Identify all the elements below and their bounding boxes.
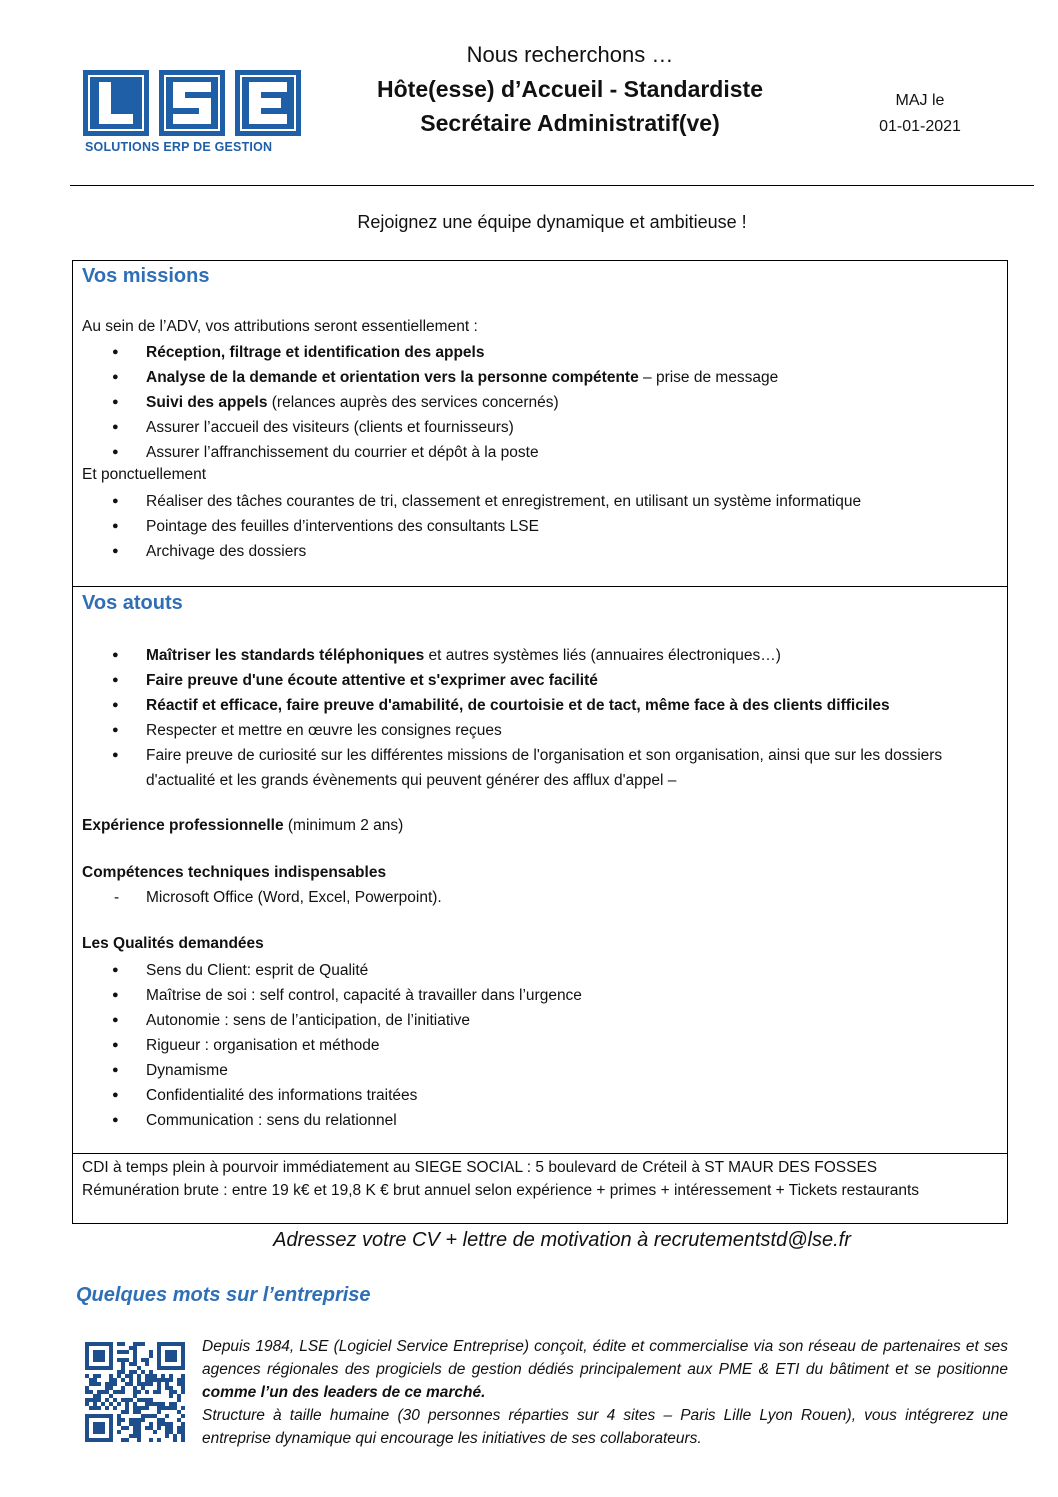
missions-sub-intro: Et ponctuellement [82,466,207,483]
company-paragraph-2: Structure à taille humaine (30 personnes réparties sur 4 sites – Paris Lille Lyon Rouen), vous intégrerez une entreprise dynamique qui encourage les initiatives de ses collaborateurs. [202,1407,1008,1447]
list-item: ● Archivage des dossiers [112,539,861,564]
list-item: ● Dynamisme [112,1058,582,1083]
company-heading: Quelques mots sur l’entreprise [76,1284,371,1306]
company-description [202,1335,1008,1450]
header-divider [70,185,1034,186]
update-date [860,88,980,140]
list-item: ● Faire preuve de curiosité sur les différentes missions de l'organisation et son organisation, ainsi que sur les dossiers d'actualité et les grands évènements qui peuvent générer des afflux d'appel – [112,743,1006,793]
list-item: ● Autonomie : sens de l’anticipation, de l’initiative [112,1008,582,1033]
list-item: ● Suivi des appels (relances auprès des services concernés) [112,390,778,415]
section-divider [72,586,1008,587]
list-item: ● Analyse de la demande et orientation vers la personne compétente – prise de message [112,365,778,390]
logo-letter-e [235,70,301,136]
list-item: - Microsoft Office (Word, Excel, Powerpoint). [112,885,442,910]
apply-instructions: Adressez votre CV + lettre de motivation à recrutementstd@lse.fr [273,1229,851,1251]
qualites-heading: Les Qualités demandées [82,935,264,952]
atouts-list [112,643,1006,793]
list-item: ● Sens du Client: esprit de Qualité [112,958,582,983]
list-item: ● Pointage des feuilles d’interventions des consultants LSE [112,514,861,539]
company-paragraph-1: Depuis 1984, LSE (Logiciel Service Entreprise) conçoit, édite et commercialise via son réseau de partenaires et ses agences régionales des progiciels de gestion dédiés principalement aux PME & ETI du bâtiment et se positionne comme l’un des leaders de ce marché. [202,1338,1008,1401]
update-label: MAJ le [895,92,945,109]
job-subtitle: Secrétaire Administratif(ve) [420,110,720,136]
list-item: ● Faire preuve d'une écoute attentive et s'exprimer avec facilité [112,668,1006,693]
list-item: ● Communication : sens du relationnel [112,1108,582,1133]
update-value: 01-01-2021 [879,118,961,135]
missions-heading: Vos missions [82,265,210,287]
page-header [300,38,840,140]
list-item: ● Respecter et mettre en œuvre les consignes reçues [112,718,1006,743]
contract-location: CDI à temps plein à pourvoir immédiatement au SIEGE SOCIAL : 5 boulevard de Créteil à ST MAUR DES FOSSES [82,1159,878,1176]
list-item: ● Maîtrise de soi : self control, capacité à travailler dans l’urgence [112,983,582,1008]
list-item: ● Confidentialité des informations traitées [112,1083,582,1108]
atouts-heading: Vos atouts [82,592,183,614]
qualites-list [112,958,582,1133]
list-item: ● Maîtriser les standards téléphoniques et autres systèmes liés (annuaires électroniques…) [112,643,1006,668]
experience-line: Expérience professionnelle (minimum 2 ans) [82,817,404,834]
company-logo [83,70,301,156]
header-intro: Nous recherchons … [466,42,674,67]
missions-intro: Au sein de l’ADV, vos attributions seront essentiellement : [82,318,478,335]
contract-details [82,1156,1002,1202]
logo-tagline: SOLUTIONS ERP DE GESTION [85,140,273,154]
competences-list [112,885,442,910]
job-title: Hôte(esse) d’Accueil - Standardiste [377,76,763,102]
list-item: ● Assurer l’accueil des visiteurs (clients et fournisseurs) [112,415,778,440]
logo-letter-s [159,70,225,136]
list-item: ● Réception, filtrage et identification des appels [112,340,778,365]
missions-sub-list [112,489,861,564]
contract-salary: Rémunération brute : entre 19 k€ et 19,8 K € brut annuel selon expérience + primes + intéressement + Tickets restaurants [82,1182,920,1199]
tagline: Rejoignez une équipe dynamique et ambitieuse ! [357,212,747,232]
list-item: ● Assurer l’affranchissement du courrier et dépôt à la poste [112,440,778,465]
section-divider [72,1153,1008,1154]
list-item: ● Rigueur : organisation et méthode [112,1033,582,1058]
missions-list [112,340,778,465]
competences-heading: Compétences techniques indispensables [82,864,387,881]
logo-letter-l [83,70,149,136]
list-item: ● Réactif et efficace, faire preuve d'amabilité, de courtoisie et de tact, même face à des clients difficiles [112,693,1006,718]
qr-code-icon [85,1342,185,1442]
list-item: ● Réaliser des tâches courantes de tri, classement et enregistrement, en utilisant un système informatique [112,489,861,514]
